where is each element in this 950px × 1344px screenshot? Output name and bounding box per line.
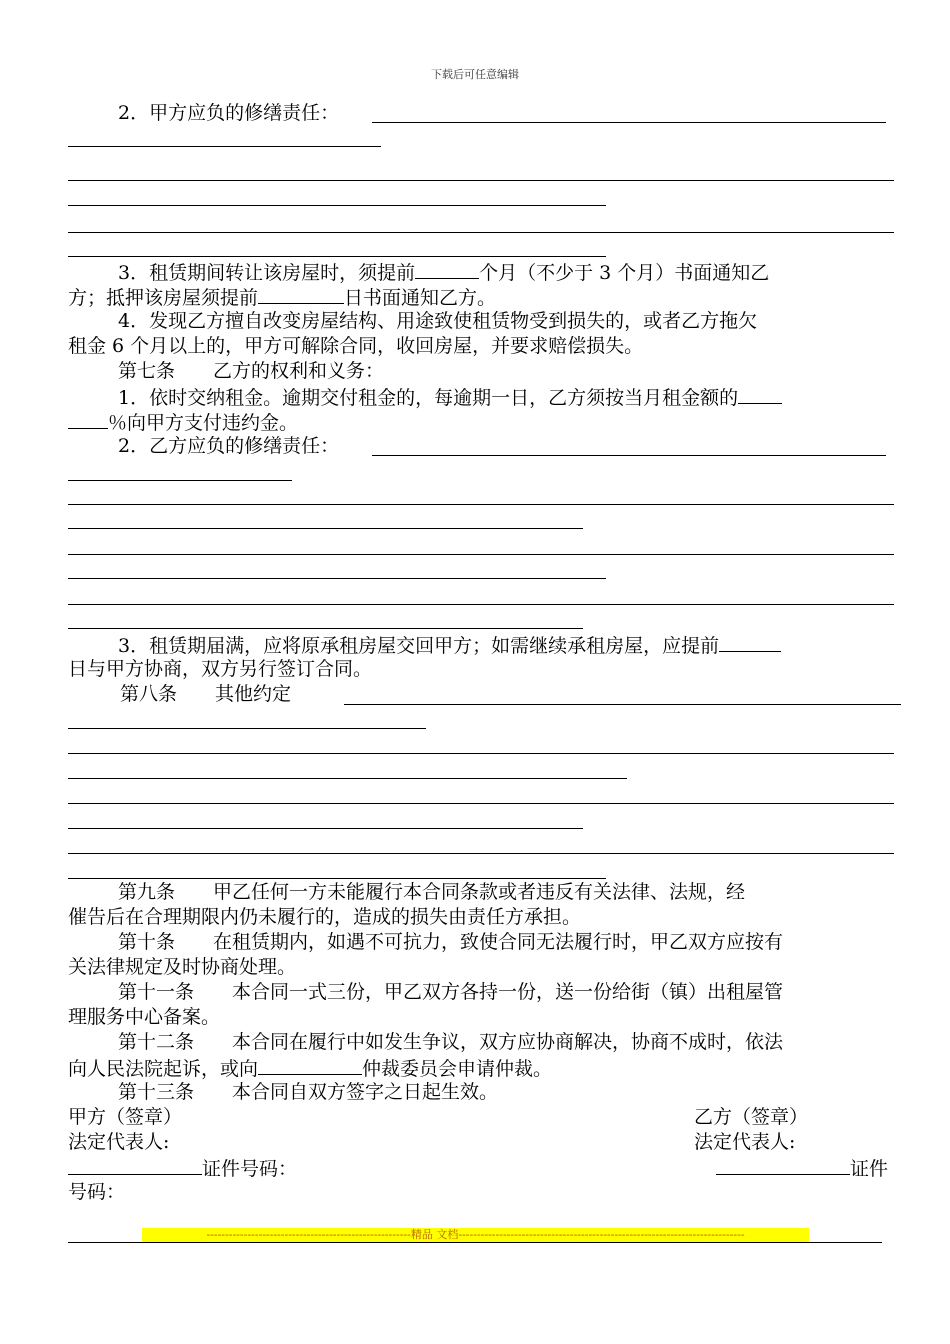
- transfer-clause-text-a: 3．租赁期间转让该房屋时，须提前: [118, 262, 416, 284]
- transfer-clause-text-b: 个月（不少于 3 个月）书面通知乙: [479, 262, 770, 284]
- days-blank[interactable]: [258, 285, 344, 304]
- article-12-line1: 第十二条 本合同在履行中如发生争议，双方应协商解决，协商不成时，依法: [118, 1031, 784, 1053]
- footer-rule: [68, 1242, 882, 1243]
- fill-line: [344, 704, 901, 705]
- fill-line: [68, 853, 894, 854]
- article-10-line2: 关法律规定及时协商处理。: [68, 956, 297, 978]
- rent-clause-line2: [68, 410, 298, 434]
- fill-line: [68, 504, 894, 505]
- party-a-representative: 法定代表人:: [68, 1131, 170, 1153]
- party-b-representative: 法定代表人:: [694, 1131, 796, 1153]
- party-a-id-label: 证件号码：: [202, 1158, 298, 1180]
- jia-repair-label: 2．甲方应负的修缮责任：: [118, 102, 340, 124]
- fill-line: [68, 554, 894, 555]
- renewal-days-blank[interactable]: [719, 633, 781, 652]
- mortgage-clause-line: [68, 285, 496, 309]
- article-9-line2: 催告后在合理期限内仍未履行的，造成的损失由责任方承担。: [68, 906, 582, 928]
- article-7-title: 第七条 乙方的权利和义务：: [118, 360, 385, 382]
- footer-banner: -------------------------------------------------------精品 文档-----------------------------------------------------------------------------: [142, 1228, 809, 1242]
- fill-line: [68, 205, 606, 206]
- fill-line: [68, 803, 894, 804]
- penalty-rate-blank-b[interactable]: [68, 410, 108, 429]
- article-11-line1: 第十一条 本合同一式三份，甲乙双方各持一份，送一份给街（镇）出租屋管: [118, 981, 784, 1003]
- mortgage-clause-text-a: 方；抵押该房屋须提前: [68, 287, 259, 309]
- party-b-id-line: [716, 1156, 888, 1180]
- party-b-signature-blank[interactable]: [716, 1156, 850, 1175]
- fill-line: [372, 455, 886, 456]
- penalty-rate-blank-a[interactable]: [738, 385, 782, 404]
- fill-line: [68, 232, 894, 233]
- fill-line: [68, 256, 606, 257]
- expiry-clause-line1: [118, 633, 781, 657]
- article-11-line2: 理服务中心备案。: [68, 1006, 221, 1028]
- party-a-id-line: [68, 1156, 297, 1180]
- fill-line: [68, 146, 381, 147]
- fill-line: [68, 180, 894, 181]
- article-12-text-a: 向人民法院起诉，或向: [68, 1058, 259, 1080]
- article-9-line1: 第九条 甲乙任何一方未能履行本合同条款或者违反有关法律、法规，经: [118, 881, 746, 903]
- party-b-seal: 乙方（签章）: [694, 1106, 809, 1128]
- fill-line: [68, 878, 606, 879]
- rent-clause-text: 1．依时交纳租金。逾期交付租金的，每逾期一日，乙方须按当月租金额的: [118, 387, 739, 409]
- expiry-clause-text: 3．租赁期届满，应将原承租房屋交回甲方；如需继续承租房屋，应提前: [118, 635, 720, 657]
- expiry-clause-line2: 日与甲方协商，双方另行签订合同。: [68, 658, 373, 680]
- fill-line: [372, 122, 886, 123]
- fill-line: [68, 628, 583, 629]
- fill-line: [68, 728, 426, 729]
- transfer-clause-line1: [118, 260, 769, 284]
- fill-line: [68, 480, 292, 481]
- arbitration-committee-blank[interactable]: [258, 1056, 362, 1075]
- party-a-signature-blank[interactable]: [68, 1156, 202, 1175]
- page-header: 下载后可任意编辑: [431, 68, 519, 81]
- fill-line: [68, 604, 894, 605]
- yi-repair-label: 2．乙方应负的修缮责任：: [118, 435, 340, 457]
- party-b-id-label-b: 号码：: [68, 1181, 126, 1203]
- termination-clause-line1: 4．发现乙方擅自改变房屋结构、用途致使租赁物受到损失的，或者乙方拖欠: [118, 310, 758, 332]
- fill-line: [68, 578, 606, 579]
- article-12-text-b: 仲裁委员会申请仲裁。: [362, 1058, 553, 1080]
- party-a-seal: 甲方（签章）: [68, 1106, 183, 1128]
- termination-clause-line2: 租金 6 个月以上的，甲方可解除合同，收回房屋，并要求赔偿损失。: [68, 335, 644, 357]
- mortgage-clause-text-b: 日书面通知乙方。: [344, 287, 497, 309]
- fill-line: [68, 753, 894, 754]
- fill-line: [68, 778, 627, 779]
- fill-line: [68, 528, 583, 529]
- rent-clause-text-2: ％向甲方支付违约金。: [108, 412, 299, 434]
- rent-clause-line1: [118, 385, 782, 409]
- article-10-line1: 第十条 在租赁期内，如遇不可抗力，致使合同无法履行时，甲乙双方应按有: [118, 931, 784, 953]
- party-b-id-label-a: 证件: [850, 1158, 889, 1180]
- months-blank[interactable]: [415, 260, 479, 279]
- fill-line: [68, 828, 583, 829]
- article-8-title: 第八条 其他约定: [120, 683, 292, 705]
- article-12-line2: [68, 1056, 552, 1080]
- article-13: 第十三条 本合同自双方签字之日起生效。: [118, 1081, 499, 1103]
